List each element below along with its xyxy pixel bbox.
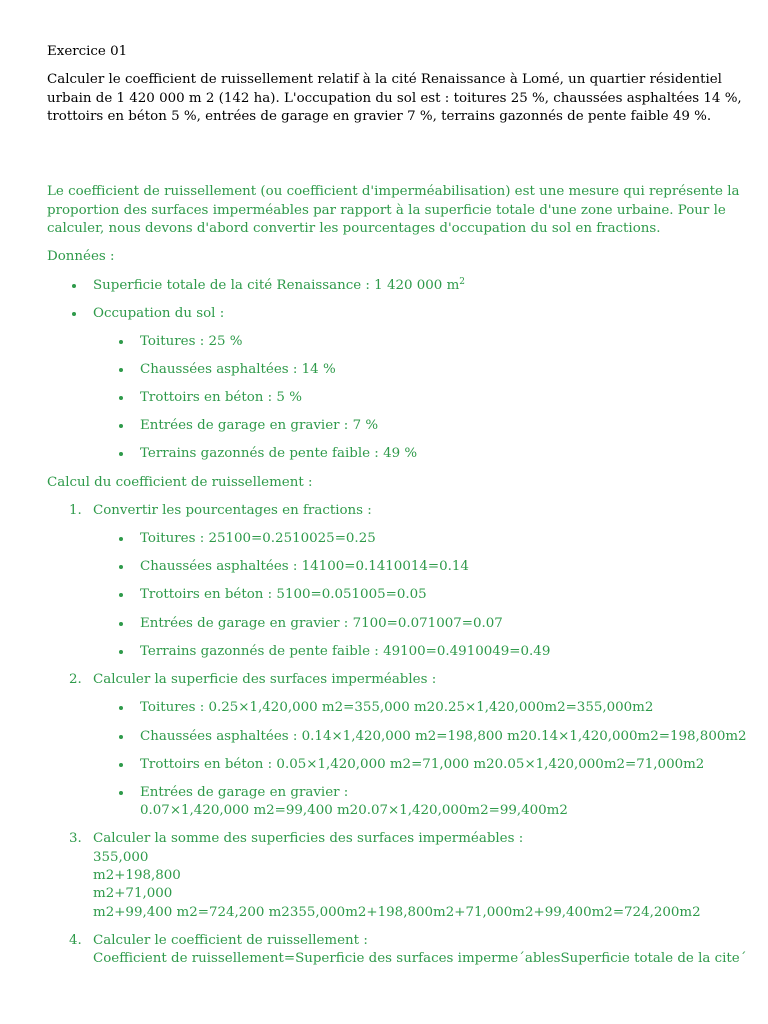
step-title: Calculer la somme des superficies des surfaces imperméables : (93, 831, 524, 846)
bullet-dot (119, 706, 123, 710)
bullet-dot (119, 791, 123, 795)
donnees-heading: Données : (47, 249, 115, 264)
superficie-text: Superficie totale de la cité Renaissance : 1 420 000 m (93, 278, 460, 293)
step-title: Calculer le coefficient de ruissellement : (93, 933, 368, 948)
step-number: 4. (69, 933, 82, 948)
fraction-item: Toitures : 25100=0.2510025=0.25 (140, 531, 376, 546)
fraction-item: Entrées de garage en gravier : 7100=0.071007=0.07 (140, 616, 503, 631)
step-number: 3. (69, 831, 82, 846)
bullet-dot (119, 340, 123, 344)
coefficient-formula: Coefficient de ruissellement=Superficie des surfaces imperme´ablesSuperficie totale de la cite´ (93, 951, 747, 966)
bullet-dot (72, 284, 76, 288)
intro-line-2: proportion des surfaces imperméables par rapport à la superficie totale d'une zone urbaine. Pour le (47, 203, 726, 218)
sum-line: m2+198,800 (93, 868, 181, 883)
occupation-item: Toitures : 25 % (140, 334, 243, 349)
sum-line: 355,000 (93, 850, 149, 865)
bullet-dot (119, 622, 123, 626)
step-title: Convertir les pourcentages en fractions : (93, 503, 372, 518)
bullet-dot (119, 396, 123, 400)
fraction-item: Chaussées asphaltées : 14100=0.1410014=0.14 (140, 559, 469, 574)
bullet-dot (119, 565, 123, 569)
surface-item: Trottoirs en béton : 0.05×1,420,000 m2=71,000 m20.05×1,420,000m2=71,000m2 (140, 757, 705, 772)
step-number: 1. (69, 503, 82, 518)
exercise-title: Exercice 01 (47, 44, 128, 59)
occupation-item: Entrées de garage en gravier : 7 % (140, 418, 379, 433)
bullet-dot (119, 452, 123, 456)
bullet-dot (119, 650, 123, 654)
bullet-dot (119, 368, 123, 372)
sum-line: m2+99,400 m2=724,200 m2355,000m2+198,800m2+71,000m2+99,400m2=724,200m2 (93, 905, 701, 920)
bullet-dot (119, 593, 123, 597)
bullet-dot (119, 763, 123, 767)
occupation-item: Terrains gazonnés de pente faible : 49 % (140, 446, 418, 461)
intro-line-1: Le coefficient de ruissellement (ou coefficient d'imperméabilisation) est une mesure qui représente la (47, 184, 740, 199)
statement-line-2: urbain de 1 420 000 m 2 (142 ha). L'occupation du sol est : toitures 25 %, chaussées asphaltées 14 %, (47, 91, 742, 106)
surface-item: Toitures : 0.25×1,420,000 m2=355,000 m20.25×1,420,000m2=355,000m2 (140, 700, 654, 715)
bullet-dot (119, 537, 123, 541)
occupation-item: Trottoirs en béton : 5 % (140, 390, 302, 405)
bullet-dot (119, 424, 123, 428)
step-number: 2. (69, 672, 82, 687)
bullet-dot (72, 312, 76, 316)
surface-item: Entrées de garage en gravier : (140, 785, 349, 800)
surface-item: Chaussées asphaltées : 0.14×1,420,000 m2=198,800 m20.14×1,420,000m2=198,800m2 (140, 729, 747, 744)
occupation-heading: Occupation du sol : (93, 306, 225, 321)
statement-line-1: Calculer le coefficient de ruissellement relatif à la cité Renaissance à Lomé, un quartier résidentiel (47, 72, 722, 87)
statement-line-3: trottoirs en béton 5 %, entrées de garage en gravier 7 %, terrains gazonnés de pente faible 49 %. (47, 109, 712, 124)
fraction-item: Terrains gazonnés de pente faible : 49100=0.4910049=0.49 (140, 644, 551, 659)
step-title: Calculer la superficie des surfaces imperméables : (93, 672, 437, 687)
occupation-item: Chaussées asphaltées : 14 % (140, 362, 336, 377)
bullet-dot (119, 735, 123, 739)
calcul-heading: Calcul du coefficient de ruissellement : (47, 475, 313, 490)
superficie-item (93, 277, 465, 295)
intro-line-3: calculer, nous devons d'abord convertir les pourcentages d'occupation du sol en fractions. (47, 221, 661, 236)
sum-line: m2+71,000 (93, 886, 173, 901)
fraction-item: Trottoirs en béton : 5100=0.051005=0.05 (140, 587, 427, 602)
superficie-sup: 2 (459, 277, 466, 287)
surface-item-continuation: 0.07×1,420,000 m2=99,400 m20.07×1,420,000m2=99,400m2 (140, 803, 568, 818)
